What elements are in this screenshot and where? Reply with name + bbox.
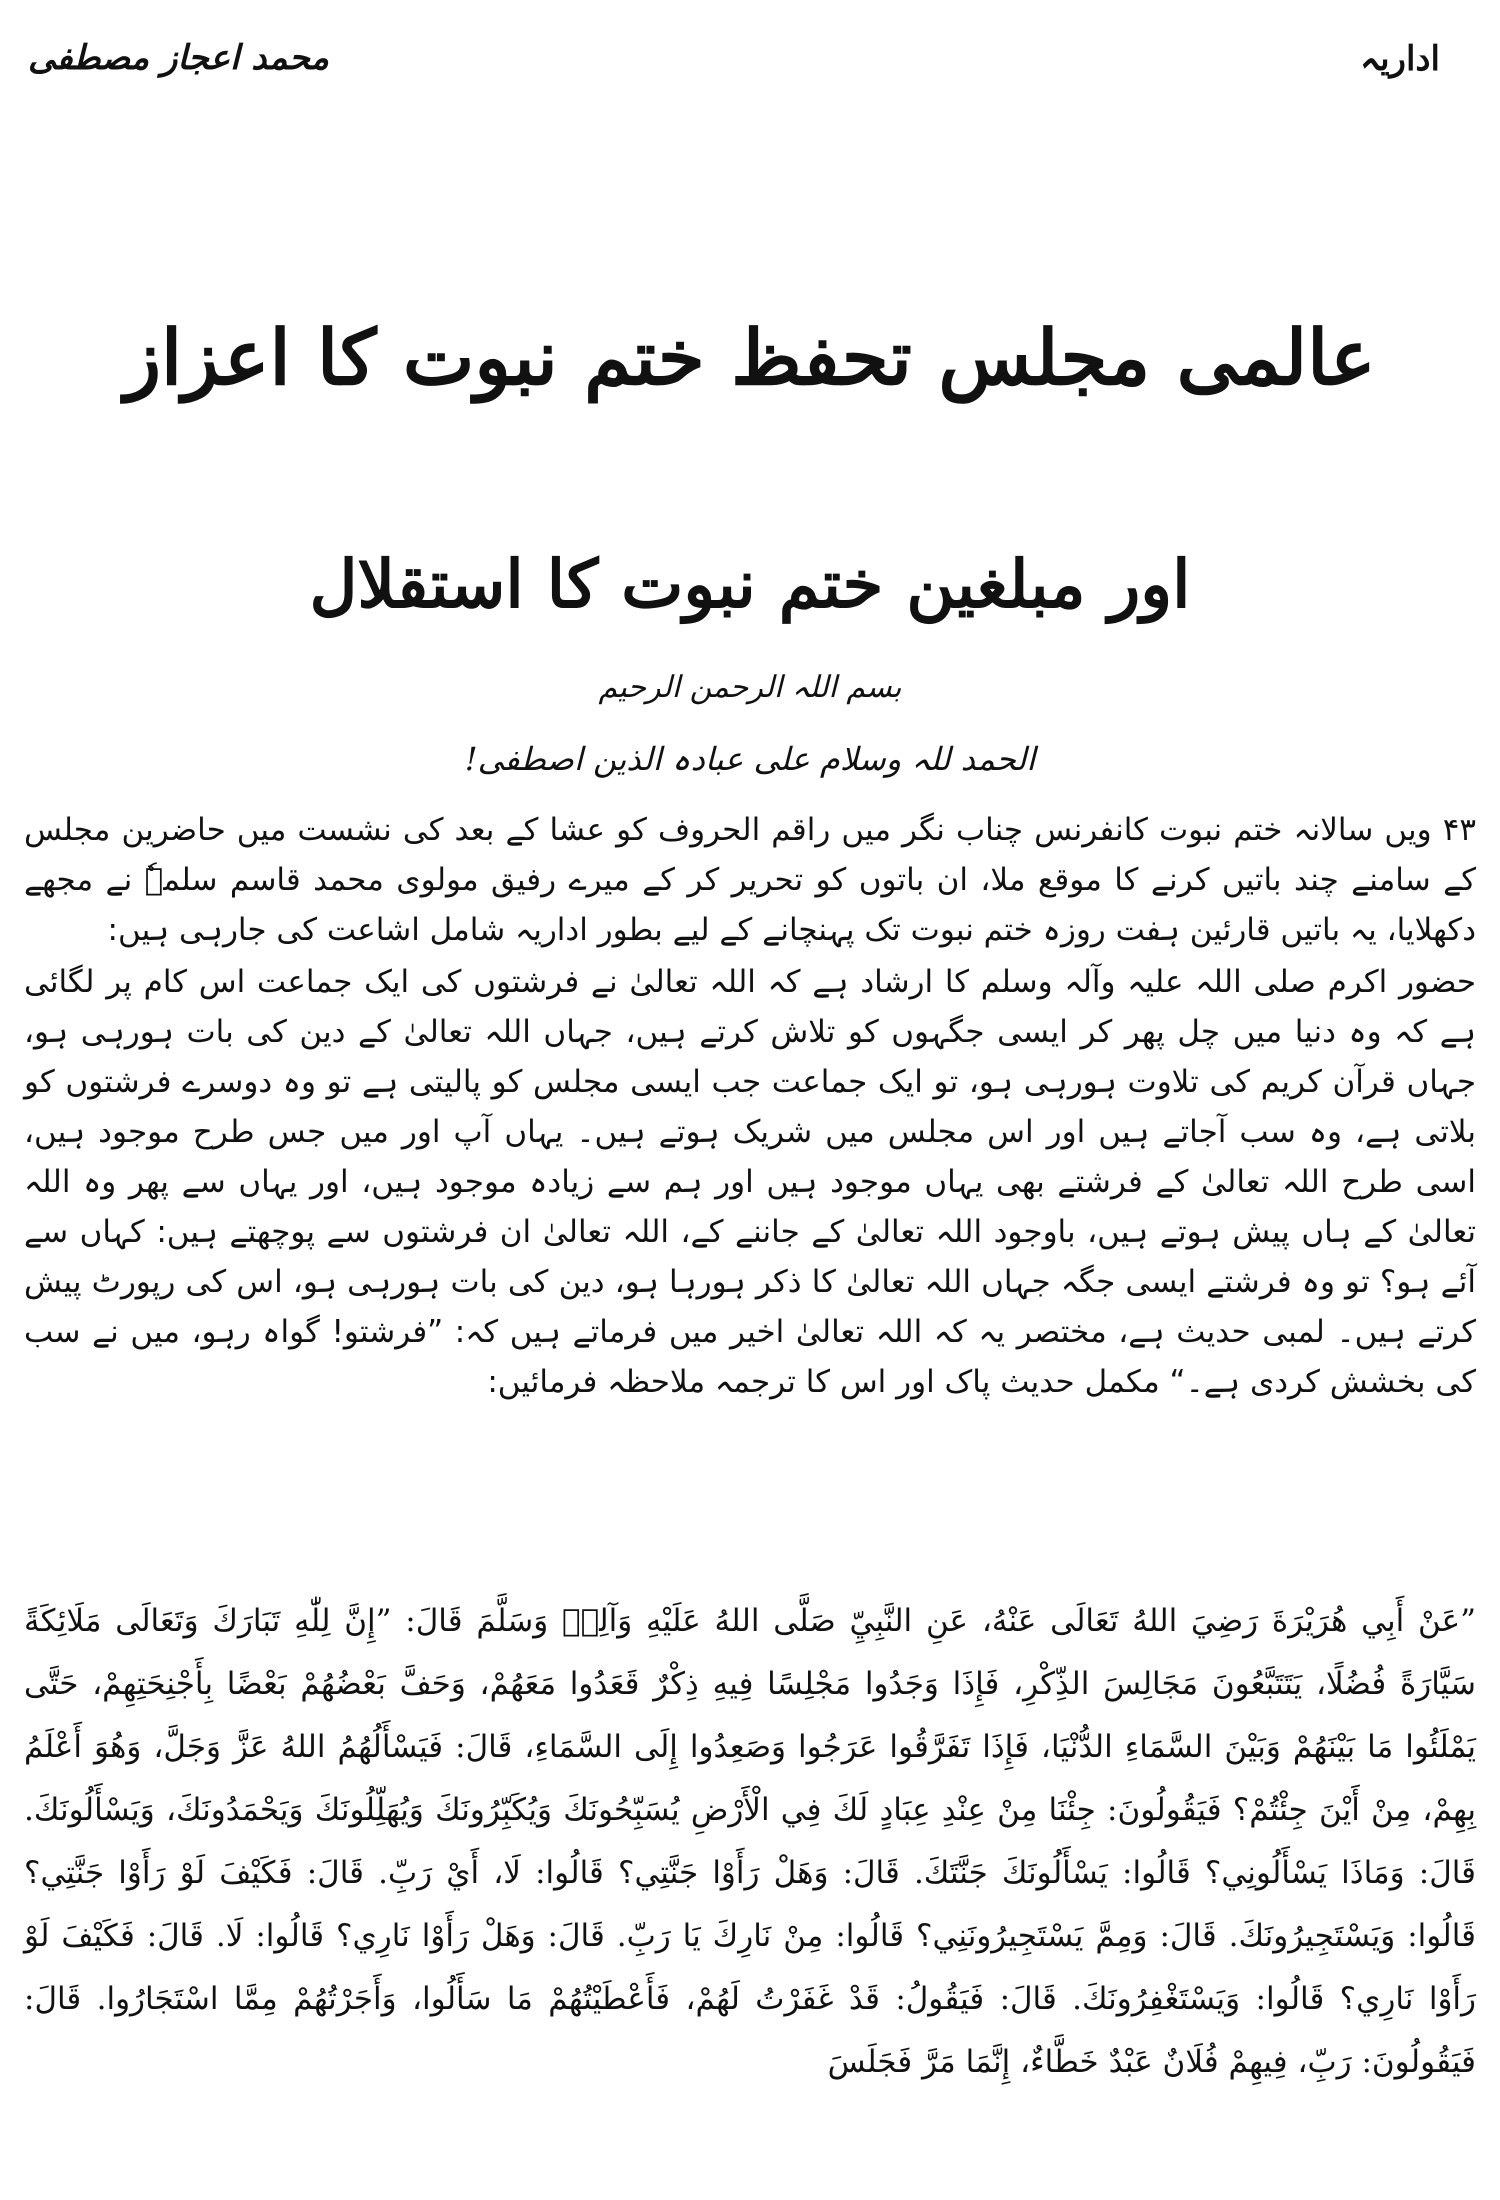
hadith-arabic bbox=[24, 1590, 1476, 2094]
main-paragraph: حضور اکرم صلی اللہ علیہ وآلہ وسلم کا ارشاد ہے کہ اللہ تعالیٰ نے فرشتوں کی ایک جماعت اس کام پر لگائی ہے کہ وہ دنیا میں چل پھر کر ایسی جگہوں کو تلاش کرتے ہیں، جہاں اللہ تعالیٰ کے دین کی بات ہورہی ہو، جہاں قرآن کریم کی تلاوت ہورہی ہو، تو ایک جماعت جب ایسی مجلس کو پالیتی ہے تو وہ دوسرے فرشتوں کو بلاتی ہے، وہ سب آجاتے ہیں اور اس مجلس میں شریک ہوتے ہیں۔ یہاں آپ اور میں جس طرح موجود ہیں، اسی طرح اللہ تعالیٰ کے فرشتے بھی یہاں موجود ہیں اور ہم سے زیادہ موجود ہیں، اور یہاں سے پھر وہ اللہ تعالیٰ کے ہاں پیش ہوتے ہیں، باوجود اللہ تعالیٰ کے جاننے کے، اللہ تعالیٰ ان فرشتوں سے پوچھتے ہیں: کہاں سے آئے ہو؟ تو وہ فرشتے ایسی جگہ جہاں اللہ تعالیٰ کا ذکر ہورہا ہو، دین کی بات ہورہی ہو، اس کی رپورٹ پیش کرتے ہیں۔ لمبی حدیث ہے، مختصر یہ کہ اللہ تعالیٰ اخیر میں فرماتے ہیں کہ: ”فرشتو! گواہ رہو، میں نے سب کی بخشش کردی ہے۔“ مکمل حدیث پاک اور اس کا ترجمہ ملاحظہ فرمائیں: bbox=[24, 964, 1476, 1400]
hadith-text: ”عَنْ أَبِي هُرَيْرَةَ رَضِيَ اللهُ تَعَالَى عَنْهُ، عَنِ النَّبِيِّ صَلَّى اللهُ عَلَيْهِ وَآلِهٖ وَسَلَّمَ قَالَ: ”إِنَّ لِلّٰهِ تَبَارَكَ وَتَعَالَى مَلَائِكَةً سَيَّارَةً فُضُلًا، يَتَتَبَّعُونَ مَجَالِسَ الذِّكْرِ، فَإِذَا وَجَدُوا مَجْلِسًا فِيهِ ذِكْرٌ قَعَدُوا مَعَهُمْ، وَحَفَّ بَعْضُهُمْ بَعْضًا بِأَجْنِحَتِهِمْ، حَتَّى يَمْلَئُوا مَا بَيْنَهُمْ وَبَيْنَ السَّمَاءِ الدُّنْيَا، فَإِذَا تَفَرَّقُوا عَرَجُوا وَصَعِدُوا إِلَى السَّمَاءِ، قَالَ: فَيَسْأَلُهُمُ اللهُ عَزَّ وَجَلَّ، وَهُوَ أَعْلَمُ بِهِمْ، مِنْ أَيْنَ جِئْتُمْ؟ فَيَقُولُونَ: جِئْنَا مِنْ عِنْدِ عِبَادٍ لَكَ فِي الْأَرْضِ يُسَبِّحُونَكَ وَيُكَبِّرُونَكَ وَيُهَلِّلُونَكَ وَيَحْمَدُونَكَ، وَيَسْأَلُونَكَ. قَالَ: وَمَاذَا يَسْأَلُونِي؟ قَالُوا: يَسْأَلُونَكَ جَنَّتَكَ. قَالَ: وَهَلْ رَأَوْا جَنَّتِي؟ قَالُوا: لَا، أَيْ رَبِّ. قَالَ: فَكَيْفَ لَوْ رَأَوْا جَنَّتِي؟ قَالُوا: وَيَسْتَجِيرُونَكَ. قَالَ: وَمِمَّ يَسْتَجِيرُونَنِي؟ قَالُوا: مِنْ نَارِكَ يَا رَبِّ. قَالَ: وَهَلْ رَأَوْا نَارِي؟ قَالُوا: لَا. قَالَ: فَكَيْفَ لَوْ رَأَوْا نَارِي؟ قَالُوا: وَيَسْتَغْفِرُونَكَ. قَالَ: فَيَقُولُ: قَدْ غَفَرْتُ لَهُمْ، فَأَعْطَيْتُهُمْ مَا سَأَلُوا، وَأَجَرْتُهُمْ مِمَّا اسْتَجَارُوا. قَالَ: فَيَقُولُونَ: رَبِّ، فِيهِمْ فُلَانٌ عَبْدٌ خَطَّاءٌ، إِنَّمَا مَرَّ فَجَلَسَ bbox=[24, 1603, 1476, 2080]
page-subtitle: اور مبلغین ختم نبوت کا استقلال bbox=[309, 545, 1191, 623]
page-title: عالمی مجلس تحفظ ختم نبوت کا اعزاز bbox=[124, 313, 1376, 402]
author-name: محمد اعجاز مصطفی bbox=[28, 38, 329, 78]
intro-paragraph: ۴۳ ویں سالانہ ختم نبوت کانفرنس چناب نگر میں راقم الحروف کو عشا کے بعد کی نشست میں حاضرین مجلس کے سامنے چند باتیں کرنے کا موقع ملا، ان باتوں کو تحریر کر کے میرے رفیق مولوی محمد قاسم سلمہٗ نے مجھے دکھلایا، یہ باتیں قارئین ہفت روزہ ختم نبوت تک پہنچانے کے لیے بطور اداریہ شامل اشاعت کی جارہی ہیں: bbox=[24, 812, 1476, 948]
section-label: اداریہ bbox=[1360, 39, 1440, 79]
editorial-body bbox=[24, 805, 1476, 1407]
bismillah: بسم اللہ الرحمن الرحیم bbox=[598, 670, 902, 705]
hamd-line: الحمد للہ وسلام علی عبادہ الذین اصطفی! bbox=[464, 740, 1036, 778]
